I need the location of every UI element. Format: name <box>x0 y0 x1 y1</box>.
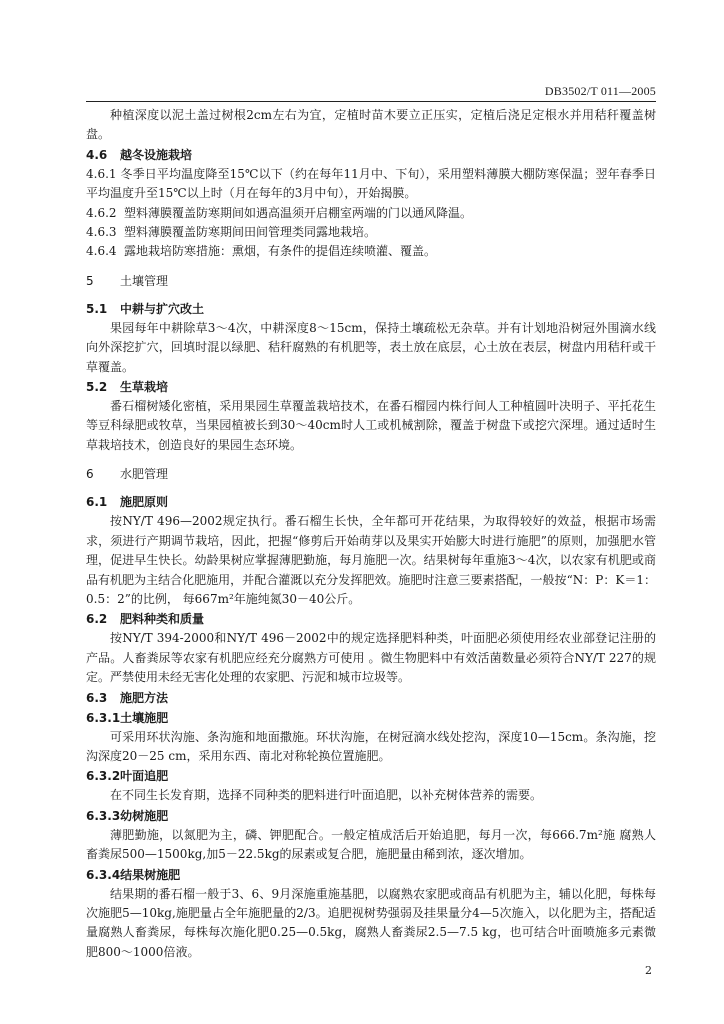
clause-text: 露地栽培防寒措施：熏烟，有条件的提倡连续喷灌、覆盖。 <box>124 244 437 259</box>
heading-title: 土壤管理 <box>120 273 169 288</box>
heading-title: 施肥原则 <box>120 495 169 510</box>
subsection-heading <box>86 865 656 885</box>
body-paragraph: 可采用环状沟施、条沟施和地面撒施。环状沟施，在树冠滴水线处挖沟，深度10—15cm。条沟施，挖沟深度20－25 cm，采用东西、南北对称轮换位置施肥。 <box>86 729 656 763</box>
heading-number: 6.3.3 <box>86 808 121 823</box>
subsection-heading <box>86 299 656 319</box>
heading-number: 6.2 <box>86 612 108 627</box>
clause-item <box>86 204 656 223</box>
heading-title: 中耕与扩穴改土 <box>120 301 205 316</box>
heading-title: 生草栽培 <box>120 380 169 395</box>
clause-number: 4.6.2 <box>86 205 117 220</box>
standard-number: DB3502/T 011—2005 <box>544 84 656 98</box>
heading-number: 6.3 <box>86 690 108 705</box>
heading-title: 幼树施肥 <box>120 808 169 823</box>
heading-title: 水肥管理 <box>120 467 169 482</box>
heading-number: 6.3.1 <box>86 710 121 725</box>
body-paragraph: 番石榴树矮化密植，采用果园生草覆盖栽培技术，在番石榴园内株行间人工种植圆叶决明子、平托花生等豆科绿肥或牧草，当果园植被长到30～40cm时人工或机械割除，覆盖于树盘下或挖穴深埋。通过适时生草栽培技术，创造良好的果园生态环境。 <box>86 399 656 452</box>
subsection-heading <box>86 377 656 397</box>
header-rule <box>86 101 656 102</box>
section-heading <box>86 271 656 291</box>
heading-number: 5.2 <box>86 380 108 395</box>
subsection-heading <box>86 708 656 728</box>
subsection-heading <box>86 688 656 708</box>
body-paragraph: 种植深度以泥土盖过树根2cm左右为宜，定植时苗木要立正压实，定植后浇足定根水并用秸秆覆盖树盘。 <box>86 108 656 142</box>
page-number: 2 <box>645 964 652 977</box>
section-heading <box>86 464 656 484</box>
body-paragraph: 在不同生长发育期，选择不同种类的肥料进行叶面追肥，以补充树体营养的需要。 <box>110 788 543 803</box>
heading-title: 土壤施肥 <box>120 710 169 725</box>
subsection-heading <box>86 609 656 629</box>
body-paragraph: 薄肥勤施，以氮肥为主，磷、钾肥配合。一般定植成活后开始追肥，每月一次，每666.7m²施 腐熟人畜粪尿500—1500kg,加5－22.5kg的尿素或复合肥，施肥量由稀到浓，逐次增加。 <box>86 827 656 862</box>
clause-item <box>86 242 656 261</box>
heading-title: 结果树施肥 <box>120 867 181 882</box>
heading-number: 6.3.4 <box>86 867 121 882</box>
heading-number: 6 <box>86 467 94 482</box>
body-paragraph: 按NY/T 394-2000和NY/T 496－2002中的规定选择肥料种类，叶面肥必须使用经农业部登记注册的产品。人畜粪尿等农家有机肥应经充分腐熟方可使用 。微生物肥料中有效活菌数量必须符合NY/T 227的规定。严禁使用未经无害化处理的农家肥、污泥和城市垃圾等。 <box>86 631 656 685</box>
body-paragraph: 按NY/T 496—2002规定执行。番石榴生长快，全年都可开花结果，为取得较好的效益，根据市场需求，须进行产期调节栽培，因此，把握“修剪后开始萌芽以及果实开始膨大时进行施肥”的原则，加强肥水管理，促进早生快长。幼龄果树应掌握薄肥勤施，每月施肥一次。结果树每年重施3～4次，以农家有机肥或商品有机肥为主结合化肥施用，并配合灌溉以充分发挥肥效。施肥时注意三要素搭配，一般按“N：P：K＝1：0.5：2”的比例， 每667m²年施纯氮30－40公斤。 <box>86 514 656 606</box>
heading-title: 越冬设施栽培 <box>120 147 193 162</box>
heading-number: 4.6 <box>86 147 108 162</box>
heading-title: 肥料种类和质量 <box>120 612 205 627</box>
heading-title: 施肥方法 <box>120 690 169 705</box>
clause-number: 4.6.3 <box>86 225 117 240</box>
heading-number: 6.3.2 <box>86 769 121 784</box>
subsection-heading <box>86 492 656 512</box>
clause-text: 塑料薄膜覆盖防寒期间田间管理类同露地栽培。 <box>124 225 377 240</box>
clause-text: 塑料薄膜覆盖防寒期间如遇高温须开启棚室两端的门以通风降温。 <box>124 205 473 220</box>
document-body <box>86 106 656 962</box>
clause-number: 4.6.4 <box>86 244 117 259</box>
body-paragraph: 4.6.1 冬季日平均温度降至15℃以下（约在每年11月中、下旬），采用塑料薄膜大棚防寒保温；翌年春季日平均温度升至15℃以上时（月在每年的3月中旬），开始揭膜。 <box>86 166 656 201</box>
heading-number: 5.1 <box>86 301 108 316</box>
clause-item <box>86 223 656 242</box>
subsection-heading <box>86 806 656 826</box>
heading-number: 6.1 <box>86 495 108 510</box>
body-paragraph: 结果期的番石榴一般于3、6、9月深施重施基肥，以腐熟农家肥或商品有机肥为主，辅以化肥，每株每次施肥5—10kg,施肥量占全年施肥量的2/3。追肥视树势强弱及挂果量分4—5次施入，以化肥为主，搭配适量腐熟人畜粪尿，每株每次施化肥0.25—0.5kg，腐熟人畜粪尿2.5—7.5 kg，也可结合叶面喷施多元素微肥800～1000倍液。 <box>86 886 656 959</box>
subsection-heading <box>86 766 656 786</box>
body-paragraph: 果园每年中耕除草3～4次，中耕深度8～15cm，保持土壤疏松无杂草。并有计划地沿树冠外围滴水线向外深挖扩穴，回填时混以绿肥、秸秆腐熟的有机肥等，表土放在底层，心土放在表层，树盘内用秸秆或干草覆盖。 <box>86 320 656 374</box>
heading-number: 5 <box>86 273 94 288</box>
subsection-heading <box>86 145 656 165</box>
heading-title: 叶面追肥 <box>120 769 169 784</box>
